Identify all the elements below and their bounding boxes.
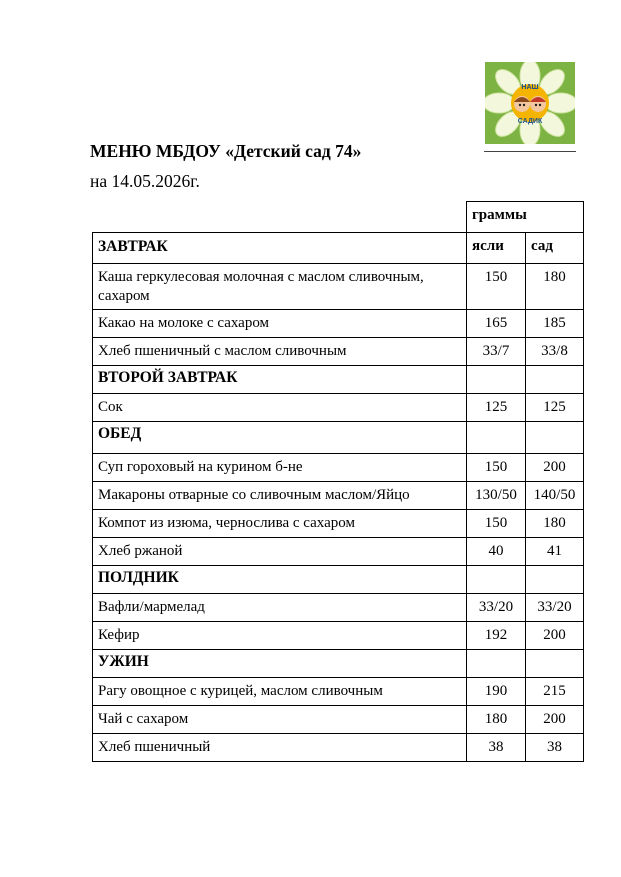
menu-item-row: [93, 394, 584, 422]
logo-text-top: НАШ: [521, 84, 539, 91]
nursery-grams: 192: [467, 622, 526, 650]
dish-name: Какао на молоке с сахаром: [93, 310, 467, 338]
garden-grams: 200: [526, 454, 584, 482]
nursery-grams: 150: [467, 454, 526, 482]
empty-cell: [467, 566, 526, 594]
garden-grams: 200: [526, 706, 584, 734]
dish-name: Макароны отварные со сливочным маслом/Яйцо: [93, 482, 467, 510]
nursery-grams: 150: [467, 264, 526, 310]
nursery-grams: 33/20: [467, 594, 526, 622]
section-title: ПОЛДНИК: [93, 566, 467, 594]
menu-item-row: [93, 264, 584, 310]
section-row: [93, 233, 584, 264]
section-title: ОБЕД: [93, 422, 467, 454]
nursery-grams: 125: [467, 394, 526, 422]
nursery-grams: 40: [467, 538, 526, 566]
page-title: МЕНЮ МБДОУ «Детский сад 74»: [90, 141, 362, 161]
menu-item-row: [93, 594, 584, 622]
garden-grams: 125: [526, 394, 584, 422]
section-row: [93, 566, 584, 594]
nursery-grams: 190: [467, 678, 526, 706]
menu-date: на 14.05.2026г.: [90, 171, 200, 191]
garden-grams: 38: [526, 734, 584, 762]
col-nursery-header: ясли: [467, 233, 526, 264]
garden-grams: 33/20: [526, 594, 584, 622]
menu-item-row: [93, 622, 584, 650]
garden-grams: 200: [526, 622, 584, 650]
empty-cell: [467, 422, 526, 454]
table-header-grams-row: [93, 202, 584, 233]
garden-grams: 215: [526, 678, 584, 706]
dish-name: Хлеб ржаной: [93, 538, 467, 566]
header-blank-cell: [93, 202, 467, 233]
logo-text-bottom: САДИК: [517, 118, 543, 125]
nursery-grams: 38: [467, 734, 526, 762]
dish-name: Рагу овощное с курицей, маслом сливочным: [93, 678, 467, 706]
nursery-grams: 130/50: [467, 482, 526, 510]
menu-item-row: [93, 678, 584, 706]
menu-item-row: [93, 734, 584, 762]
section-row: [93, 650, 584, 678]
menu-item-row: [93, 310, 584, 338]
garden-grams: 185: [526, 310, 584, 338]
garden-grams: 41: [526, 538, 584, 566]
garden-grams: 33/8: [526, 338, 584, 366]
logo-underline: [484, 151, 576, 152]
empty-cell: [467, 650, 526, 678]
menu-table: [92, 201, 584, 762]
empty-cell: [526, 422, 584, 454]
dish-name: Каша геркулесовая молочная с маслом сливочным, сахаром: [93, 264, 467, 310]
dish-name: Суп гороховый на курином б-не: [93, 454, 467, 482]
empty-cell: [526, 366, 584, 394]
empty-cell: [526, 650, 584, 678]
menu-item-row: [93, 706, 584, 734]
garden-grams: 180: [526, 510, 584, 538]
dish-name: Хлеб пшеничный с маслом сливочным: [93, 338, 467, 366]
grams-header: граммы: [467, 202, 584, 233]
dish-name: Компот из изюма, чернослива с сахаром: [93, 510, 467, 538]
dish-name: Вафли/мармелад: [93, 594, 467, 622]
dish-name: Кефир: [93, 622, 467, 650]
menu-item-row: [93, 338, 584, 366]
section-title: УЖИН: [93, 650, 467, 678]
section-title: ВТОРОЙ ЗАВТРАК: [93, 366, 467, 394]
section-row: [93, 422, 584, 454]
garden-grams: 180: [526, 264, 584, 310]
dish-name: Сок: [93, 394, 467, 422]
nursery-grams: 165: [467, 310, 526, 338]
menu-item-row: [93, 482, 584, 510]
kindergarten-logo: [485, 62, 575, 144]
dish-name: Хлеб пшеничный: [93, 734, 467, 762]
nursery-grams: 180: [467, 706, 526, 734]
empty-cell: [526, 566, 584, 594]
menu-item-row: [93, 510, 584, 538]
empty-cell: [467, 366, 526, 394]
section-row: [93, 366, 584, 394]
nursery-grams: 33/7: [467, 338, 526, 366]
col-garden-header: сад: [526, 233, 584, 264]
dish-name: Чай с сахаром: [93, 706, 467, 734]
menu-item-row: [93, 538, 584, 566]
menu-item-row: [93, 454, 584, 482]
garden-grams: 140/50: [526, 482, 584, 510]
nursery-grams: 150: [467, 510, 526, 538]
section-title: ЗАВТРАК: [93, 233, 467, 264]
